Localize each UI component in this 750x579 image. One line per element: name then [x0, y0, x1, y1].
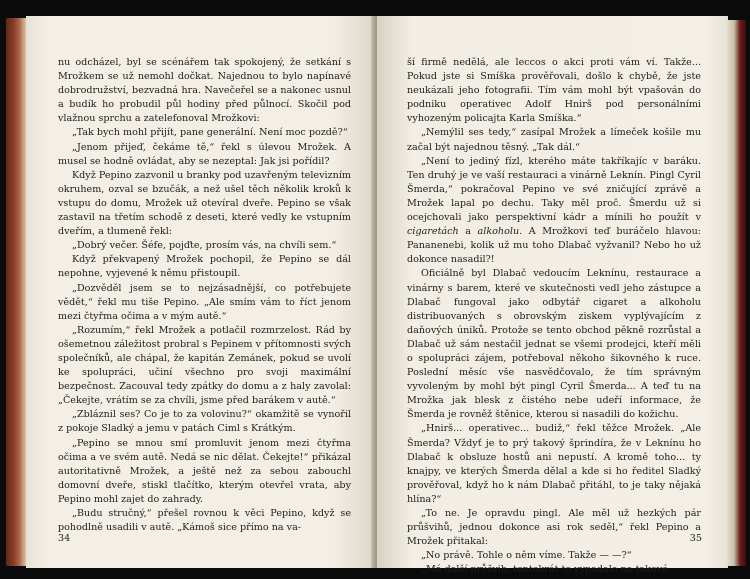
- paragraph: „Není to jediný fízl, kterého máte takříkajíc v baráku. Ten druhý je ve vaší restauraci a vinárně Leknín. Pingl Cyril Šmerda,“ pokračoval Pepino ve své zničující zprávě a Mrožek lapal po dechu. Taky měl proč. Šmerdu už si ocejchovali jako perspektivní kádr a mínili ho použít v cigaretách a alkoholu. A Mrožkovi teď buráčelo hlavou: Pananenebi, kolik už mu toho Dlabač vyžvanil? Nebo ho už dokonce nasadil?!: [407, 155, 701, 266]
- book-edge-right: [726, 20, 746, 566]
- left-page-number: 34: [58, 533, 71, 544]
- left-page-text: [58, 56, 351, 535]
- paragraph: „Hnirš... operativec... budiž,“ řekl těžce Mrožek. „Ale Šmerda? Vždyť je to prý takový šprindíra, že v Leknínu ho Dlabač k obsluze hostů ani nepustí. A kromě toho... ty knajpy, ve kterých Šmerda dělal a kde si ho ředitel Sladký prověřoval, když ho k nám Dlabač přitáhl, to je taky nějaká hlína?“: [407, 423, 701, 505]
- paragraph: „No právě. Tohle o něm víme. Takže — —?“: [421, 550, 632, 562]
- right-page-number: 35: [689, 533, 702, 544]
- right-page-text: [407, 56, 701, 577]
- right-page: [377, 16, 728, 576]
- paragraph: „Zbláznil ses? Co je to za volovinu?“ okamžitě se vynořil z pokoje Sladký a jemu v patách Ciml s Krátkým.: [58, 409, 351, 435]
- paragraph: „Budu stručný,“ přešel rovnou k věci Pepino, když se pohodlně usadili v autě. „Kámoš sice přímo na va-: [58, 508, 351, 534]
- paragraph: „Má další průšvih, tentokrát to vypadalo na takové: [421, 564, 668, 576]
- paragraph: Když překvapený Mrožek pochopil, že Pepino se dál nepohne, vyjevené k němu přistoupil.: [58, 254, 351, 280]
- paragraph: nu odcházel, byl se scénářem tak spokojený, že setkání s Mrožkem se už nemohl dočkat. Najednou to bylo napínavé dobrodružství, bezvadná hra. Navečeřel se a nakonec usnul a budík ho probudil půl hodiny před půlnocí. Skočil pod vlažnou sprchu a zatelefonoval Mrožkovi:: [58, 57, 351, 125]
- paragraph: „Tak bych mohl přijít, pane generální. Není moc pozdě?“: [72, 127, 348, 139]
- paragraph: „Dobrý večer. Šéfe, pojďte, prosím vás, na chvíli sem.“: [72, 240, 337, 252]
- paragraph: Oficiálně byl Dlabač vedoucím Leknínu, restaurace a vinárny s barem, které ve skutečnosti vedl jeho zástupce a Dlabač fungoval jako odbytář cigaret a alkoholu distribuovaných s obrovským ziskem vyplývajícím z daňových úniků. Protože se tento obchod pěkně rozrůstal a Dlabač už sám nestačil jednat se všemi prodejci, kteří měli o spolupráci zájem, potřeboval někoho šikovného k ruce. Poslední měsíc vše nasvědčovalo, že tím správným vyvoleným by mohl být pingl Cyril Šmerda... A teď tu na Mrožka jak blesk z čistého nebe udeří informace, že Šmerda je rovněž štěnice, kterou si nasadili do kožichu.: [407, 268, 701, 421]
- paragraph: „Nemýlil ses tedy,“ zasípal Mrožek a límeček košile mu začal být najednou těsný. „Tak dál.“: [407, 127, 701, 153]
- paragraph: „Rozumím,“ řekl Mrožek a potlačil rozmrzelost. Rád by ošemetnou záležitost probral s Pepinem v přítomnosti svých společníků, ale chápal, že kapitán Zemánek, pokud se uvolí ke spolupráci, učiní všechno pro svoji maximální bezpečnost. Zacouval tedy zpátky do domu a z haly zavolal: „Čekejte, vrátím se za chvíli, jsme před barákem v autě.“: [58, 324, 351, 407]
- paragraph: „Pepino se mnou smí promluvit jenom mezi čtyřma očima a ve svém autě. Nedá se nic dělat. Čekejte!“ přikázal autoritativně Mrožek, a ještě než za sebou zabouchl domovní dveře, stiskl tlačítko, kterým otevřel vrata, aby Pepino mohl zajet do zahrady.: [58, 437, 351, 505]
- paragraph: „Jenom přijeď, čekáme tě,“ řekl s úlevou Mrožek. A musel se hodně ovládat, aby se nezeptal: Jak jsi pořídil?: [58, 141, 351, 167]
- paragraph: „To ne. Je opravdu pingl. Ale měl už hezkých pár průšvihů, jednou dokonce asi rok seděl,“ řekl Pepino a Mrožek přitakal:: [407, 508, 701, 548]
- paragraph: ší firmě nedělá, ale leccos o akci proti vám ví. Takže... Pokud jste si Smíška prověřovali, došlo k chybě, že jste neukázali jeho fotografii. Tím vám mohl být vpašován do podniku operativec Adolf Hnirš pod personálními vyhozeným policajta Karla Smíška.“: [407, 57, 701, 125]
- paragraph: „Dozvěděl jsem se to nejzásadnější, co potřebujete vědět,“ řekl mu tiše Pepino. „Ale smím vám to říct jenom mezi čtyřma očima a v mým autě.“: [58, 282, 351, 322]
- left-page: [26, 16, 375, 568]
- paragraph: Když Pepino zazvonil u branky pod uzavřeným televizním okruhem, ozval se bzučák, a než ušel těch několik kroků k vstupu do domu, Mrožek už otevíral dveře. Pepino se však zastavil na třetím schodě z deseti, které vedly ke vstupním dveřím, a tlumeně řekl:: [58, 169, 351, 238]
